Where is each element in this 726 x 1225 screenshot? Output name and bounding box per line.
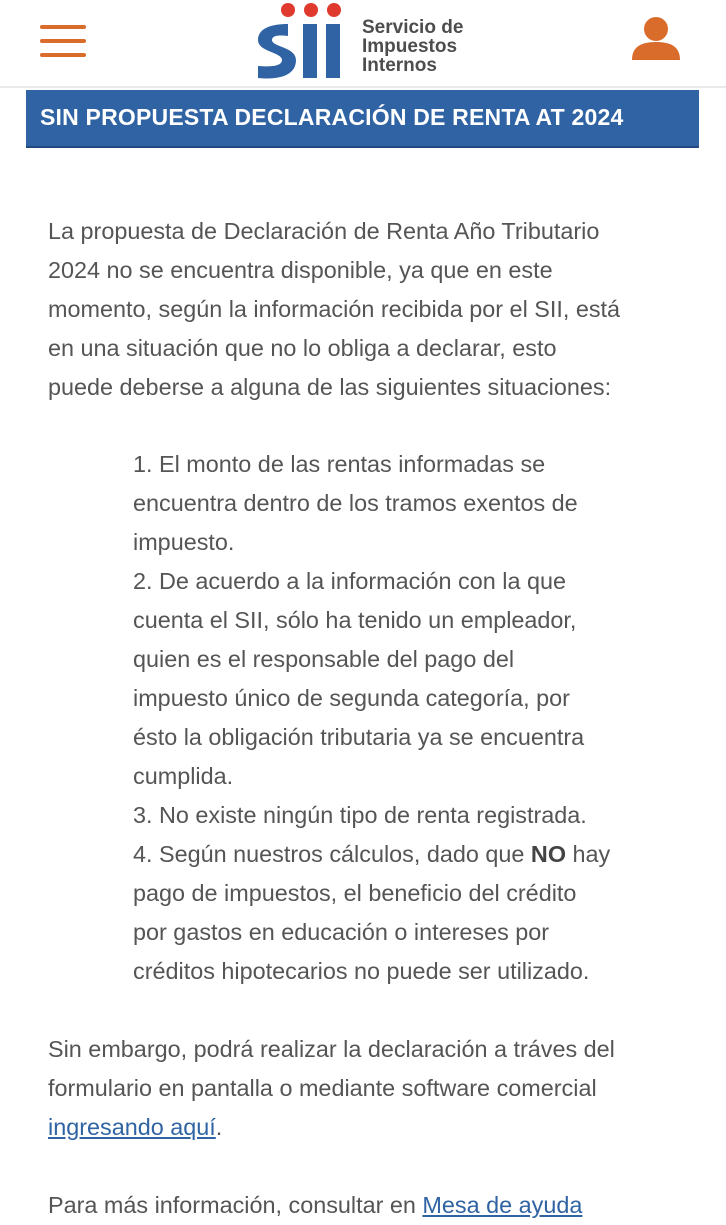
app-header	[0, 0, 726, 88]
paragraph-line: Sin embargo, podrá realizar la declaración a tráves del	[48, 1036, 615, 1062]
list-item-line: créditos hipotecarios no puede ser utilizado.	[133, 958, 590, 984]
page-title-bar	[26, 90, 699, 148]
list-item-line: cuenta el SII, sólo ha tenido un empleador,	[133, 607, 577, 633]
list-item-line: ésto la obligación tributaria ya se encuentra	[133, 724, 585, 750]
logo-line-3: Internos	[362, 55, 437, 76]
list-item-text: 4. Según nuestros cálculos, dado que	[133, 841, 531, 867]
sii-logo[interactable]	[252, 0, 482, 84]
paragraph-text: Para más información, consultar en	[48, 1192, 423, 1218]
alternative-paragraph	[48, 1030, 708, 1147]
ingresando-aqui-link[interactable]: ingresando aquí	[48, 1114, 216, 1140]
list-item-line: impuesto.	[133, 529, 235, 555]
intro-line: La propuesta de Declaración de Renta Año Tributario	[48, 218, 600, 244]
logo-text	[362, 18, 463, 75]
intro-paragraph	[48, 212, 708, 407]
hamburger-menu-icon[interactable]	[40, 25, 88, 59]
list-item-line: 2. De acuerdo a la información con la que	[133, 568, 566, 594]
paragraph-text: .	[215, 1114, 223, 1140]
list-item	[133, 562, 708, 796]
list-item-line: encuentra dentro de los tramos exentos de	[133, 490, 578, 516]
emphasis-no: NO	[530, 841, 567, 867]
situations-list	[48, 445, 708, 991]
intro-line: puede deberse a alguna de las siguientes situaciones:	[48, 374, 612, 400]
logo-line-2: Impuestos	[362, 36, 458, 57]
list-item-line: pago de impuestos, el beneficio del crédito	[133, 880, 577, 906]
intro-line: en una situación que no lo obliga a declarar, esto	[48, 335, 557, 361]
main-content	[48, 212, 708, 1225]
list-item	[133, 835, 708, 991]
intro-line: 2024 no se encuentra disponible, ya que en este	[48, 257, 553, 283]
intro-line: momento, según la información recibida por el SII, está	[48, 296, 621, 322]
list-item-line: 1. El monto de las rentas informadas se	[133, 451, 546, 477]
user-icon[interactable]	[630, 14, 682, 64]
list-item	[133, 445, 708, 562]
list-item-text: hay	[566, 841, 611, 867]
logo-line-1: Servicio de	[362, 17, 464, 38]
page-title: SIN PROPUESTA DECLARACIÓN DE RENTA AT 2024	[40, 104, 624, 130]
list-item	[133, 796, 708, 835]
list-item-line: 3. No existe ningún tipo de renta registrada.	[133, 802, 587, 828]
list-item-line: cumplida.	[133, 763, 234, 789]
list-item-line: impuesto único de segunda categoría, por	[133, 685, 570, 711]
help-paragraph	[48, 1186, 708, 1225]
paragraph-line: formulario en pantalla o mediante software comercial	[48, 1075, 597, 1101]
sii-logo-mark-icon	[252, 0, 356, 84]
list-item-line: por gastos en educación o intereses por	[133, 919, 550, 945]
mesa-de-ayuda-link[interactable]: Mesa de ayuda	[422, 1192, 583, 1218]
list-item-line: quien es el responsable del pago del	[133, 646, 515, 672]
